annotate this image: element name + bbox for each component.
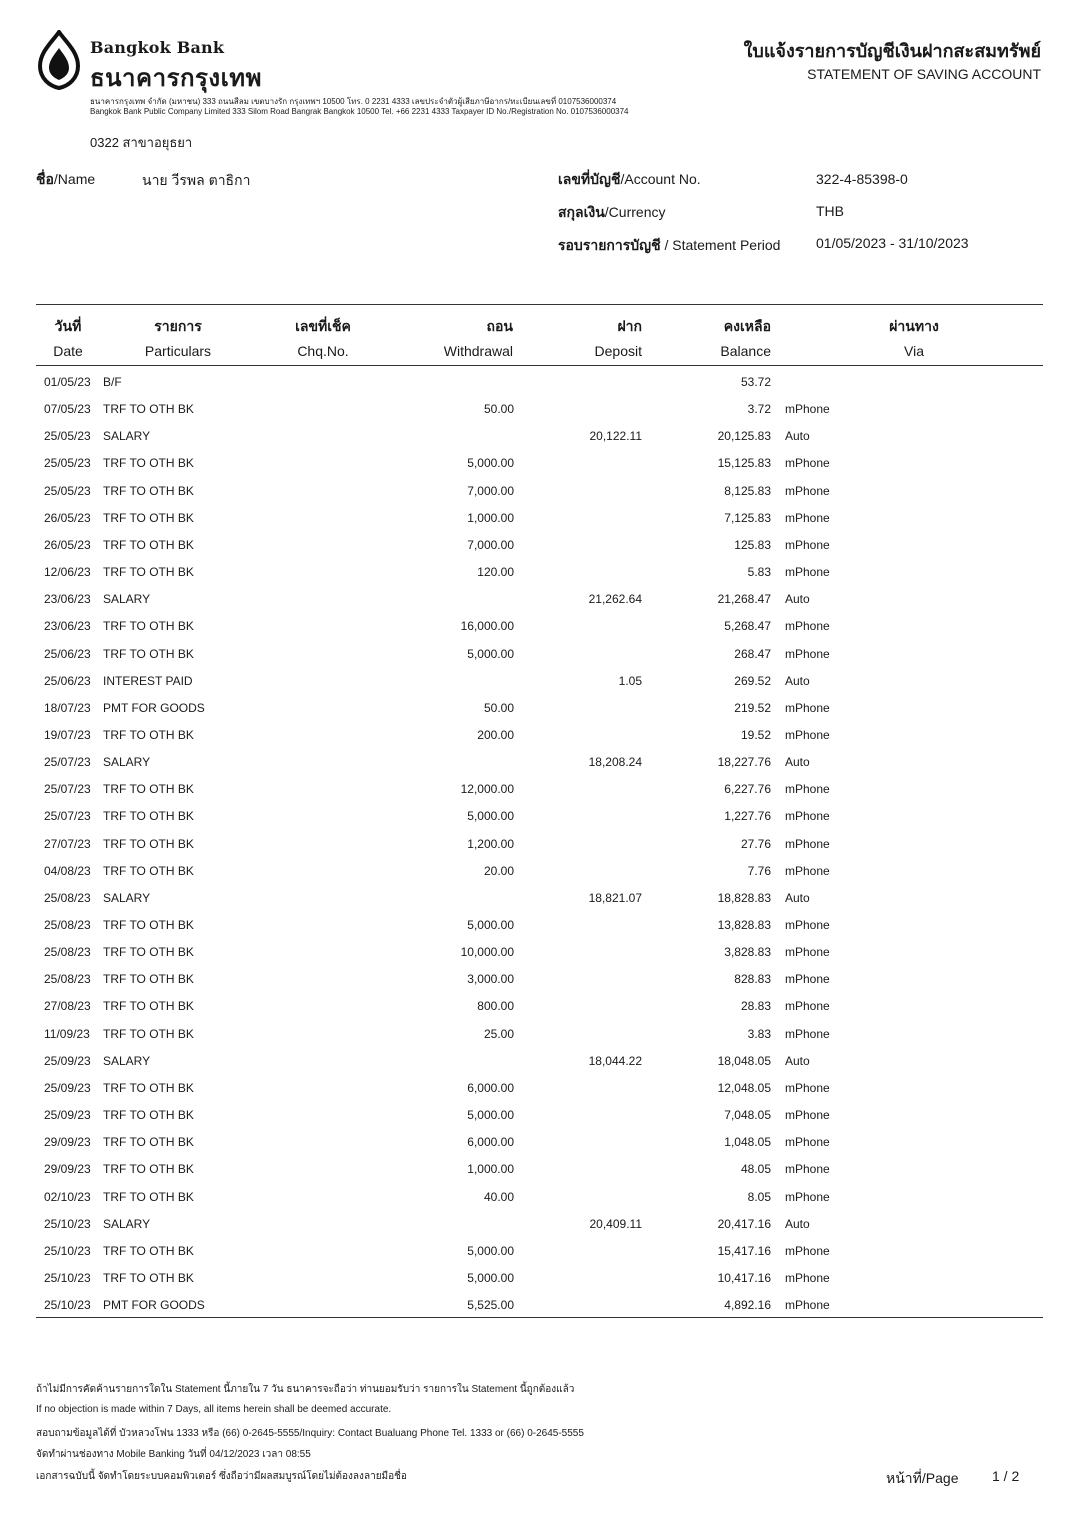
- page-number: 1 / 2: [992, 1468, 1020, 1484]
- statement-period-label: รอบรายการบัญชี / Statement Period: [558, 237, 781, 253]
- row-date: 25/05/23: [44, 429, 91, 444]
- table-row: [0, 728, 1079, 755]
- bank-address-th: ธนาคารกรุงเทพ จำกัด (มหาชน) 333 ถนนสีลม เขตบางรัก กรุงเทพฯ 10500 โทร. 0 2231 4333 เลขประจำตัวผู้เสียภาษีอากร/ทะเบียนเลขที่ 0107536000374: [90, 97, 617, 106]
- row-withdrawal: 1,000.00: [467, 1162, 514, 1177]
- row-date: 25/10/23: [44, 1243, 91, 1258]
- row-withdrawal: 12,000.00: [460, 782, 514, 797]
- row-deposit: 18,208.24: [588, 755, 642, 770]
- row-balance: 6,227.76: [724, 782, 771, 797]
- bank-name-en: Bangkok Bank: [90, 38, 225, 57]
- row-balance: 13,828.83: [717, 918, 771, 932]
- table-top-rule: [36, 304, 1043, 305]
- row-date: 27/07/23: [44, 836, 91, 851]
- row-via: mPhone: [785, 1026, 830, 1041]
- row-via: Auto: [785, 755, 810, 770]
- footer-generated-date: จัดทำผ่านช่องทาง Mobile Banking วันที่ 04/12/2023 เวลา 08:55: [36, 1449, 311, 1460]
- table-header-rule: [36, 365, 1043, 366]
- row-via: mPhone: [785, 809, 830, 824]
- row-via: mPhone: [785, 565, 830, 580]
- row-balance: 5.83: [747, 565, 771, 580]
- footer-objection-th: ถ้าไม่มีการคัดค้านรายการใดใน Statement นี้ภายใน 7 วัน ธนาคารจะถือว่า ท่านยอมรับว่า รายการใน Statement นี้ถูกต้องแล้ว: [36, 1384, 575, 1395]
- row-balance: 21,268.47: [717, 592, 771, 607]
- row-withdrawal: 3,000.00: [467, 972, 514, 987]
- row-particulars: TRF TO OTH BK: [103, 972, 194, 987]
- row-via: Auto: [785, 592, 810, 607]
- table-row: [0, 429, 1079, 456]
- row-withdrawal: 7,000.00: [467, 537, 514, 552]
- row-via: mPhone: [785, 945, 830, 960]
- row-via: mPhone: [785, 972, 830, 987]
- table-row: [0, 782, 1079, 809]
- row-withdrawal: 25.00: [483, 1026, 514, 1041]
- row-via: mPhone: [785, 1108, 830, 1123]
- row-balance: 1,048.05: [724, 1135, 771, 1150]
- row-balance: 8,125.83: [724, 483, 771, 498]
- row-particulars: TRF TO OTH BK: [103, 999, 194, 1014]
- row-balance: 19.52: [740, 727, 771, 742]
- row-date: 25/05/23: [44, 483, 91, 498]
- row-particulars: PMT FOR GOODS: [103, 1298, 205, 1313]
- row-via: mPhone: [785, 863, 830, 878]
- row-date: 27/08/23: [44, 999, 91, 1014]
- row-balance: 7,125.83: [724, 510, 771, 525]
- row-via: mPhone: [785, 999, 830, 1014]
- header-withdrawal-en: Withdrawal: [443, 343, 513, 359]
- row-withdrawal: 6,000.00: [467, 1080, 514, 1095]
- table-row: [0, 1298, 1079, 1325]
- row-particulars: SALARY: [103, 592, 151, 607]
- row-via: mPhone: [785, 646, 830, 661]
- row-balance: 268.47: [734, 646, 771, 661]
- row-withdrawal: 5,000.00: [467, 646, 514, 661]
- row-particulars: B/F: [103, 375, 122, 389]
- row-date: 12/06/23: [44, 565, 91, 580]
- row-via: mPhone: [785, 700, 830, 715]
- row-particulars: TRF TO OTH BK: [103, 619, 194, 634]
- row-via: mPhone: [785, 836, 830, 851]
- table-row: [0, 538, 1079, 565]
- row-balance: 219.52: [734, 700, 771, 715]
- table-row: [0, 701, 1079, 728]
- row-particulars: TRF TO OTH BK: [103, 1080, 194, 1095]
- row-deposit: 18,044.22: [588, 1053, 642, 1068]
- row-date: 25/06/23: [44, 646, 91, 661]
- header-date-en: Date: [53, 343, 83, 359]
- row-date: 18/07/23: [44, 700, 91, 715]
- table-row: [0, 864, 1079, 891]
- bangkok-bank-logo-icon: [36, 30, 82, 90]
- row-date: 29/09/23: [44, 1135, 91, 1150]
- table-row: [0, 1271, 1079, 1298]
- table-row: [0, 972, 1079, 999]
- row-via: Auto: [785, 1216, 810, 1231]
- row-withdrawal: 800.00: [477, 999, 514, 1014]
- row-withdrawal: 16,000.00: [460, 619, 514, 634]
- row-particulars: TRF TO OTH BK: [103, 918, 194, 932]
- row-date: 02/10/23: [44, 1189, 91, 1204]
- table-row: [0, 1081, 1079, 1108]
- row-date: 11/09/23: [44, 1026, 90, 1041]
- row-date: 25/07/23: [44, 809, 91, 824]
- row-withdrawal: 50.00: [483, 402, 514, 417]
- table-row: [0, 592, 1079, 619]
- row-particulars: TRF TO OTH BK: [103, 456, 194, 471]
- customer-name: นาย วีรพล ตาธิกา: [142, 172, 251, 188]
- table-row: [0, 1190, 1079, 1217]
- row-via: Auto: [785, 890, 810, 905]
- row-date: 25/08/23: [44, 945, 91, 960]
- table-row: [0, 456, 1079, 483]
- account-no-label: เลขที่บัญชี/Account No.: [558, 171, 701, 187]
- bank-name-th: ธนาคารกรุงเทพ: [90, 64, 262, 92]
- header-balance-en: Balance: [720, 343, 771, 359]
- row-particulars: TRF TO OTH BK: [103, 1135, 194, 1150]
- row-date: 25/07/23: [44, 782, 91, 797]
- row-date: 04/08/23: [44, 863, 91, 878]
- row-balance: 4,892.16: [724, 1298, 771, 1313]
- header-via-en: Via: [904, 343, 924, 359]
- row-via: mPhone: [785, 537, 830, 552]
- bank-address-en: Bangkok Bank Public Company Limited 333 Silom Road Bangrak Bangkok 10500 Tel. +66 2231 4333 Taxpayer ID No./Registration No. 0107536000374: [90, 107, 629, 116]
- row-balance: 12,048.05: [717, 1080, 771, 1095]
- row-via: mPhone: [785, 619, 830, 634]
- row-balance: 125.83: [734, 537, 771, 552]
- row-balance: 18,227.76: [717, 755, 771, 770]
- row-particulars: TRF TO OTH BK: [103, 1162, 194, 1177]
- row-balance: 7,048.05: [724, 1108, 771, 1123]
- row-particulars: SALARY: [103, 1053, 151, 1068]
- table-row: [0, 674, 1079, 701]
- row-balance: 18,048.05: [717, 1053, 771, 1068]
- row-via: mPhone: [785, 483, 830, 498]
- row-via: mPhone: [785, 918, 830, 932]
- footer-computer-generated-note: เอกสารฉบับนี้ จัดทำโดยระบบคอมพิวเตอร์ ซึ่งถือว่ามีผลสมบูรณ์โดยไม่ต้องลงลายมือชื่อ: [36, 1471, 407, 1482]
- row-date: 25/09/23: [44, 1080, 91, 1095]
- footer-inquiry: สอบถามข้อมูลได้ที่ บัวหลวงโฟน 1333 หรือ (66) 0-2645-5555/Inquiry: Contact Bualuang Phone Tel. 1333 or (66) 0-2645-5555: [36, 1428, 584, 1439]
- row-balance: 15,125.83: [717, 456, 771, 471]
- row-date: 26/05/23: [44, 537, 91, 552]
- row-withdrawal: 50.00: [483, 700, 514, 715]
- table-row: [0, 511, 1079, 538]
- row-particulars: TRF TO OTH BK: [103, 836, 194, 851]
- row-date: 25/09/23: [44, 1053, 91, 1068]
- header-date-th: วันที่: [54, 318, 82, 334]
- row-via: mPhone: [785, 727, 830, 742]
- row-date: 07/05/23: [44, 402, 91, 417]
- row-via: Auto: [785, 1053, 810, 1068]
- row-via: mPhone: [785, 1189, 830, 1204]
- row-particulars: TRF TO OTH BK: [103, 510, 194, 525]
- row-via: mPhone: [785, 1243, 830, 1258]
- row-deposit: 20,122.11: [589, 429, 642, 444]
- row-balance: 269.52: [734, 673, 771, 688]
- row-balance: 20,125.83: [717, 429, 771, 444]
- row-particulars: SALARY: [103, 890, 151, 905]
- row-via: mPhone: [785, 456, 830, 471]
- table-row: [0, 1027, 1079, 1054]
- row-balance: 5,268.47: [724, 619, 771, 634]
- header-chq-th: เลขที่เช็ค: [295, 318, 351, 334]
- row-withdrawal: 200.00: [477, 727, 514, 742]
- row-date: 25/08/23: [44, 918, 91, 932]
- table-row: [0, 755, 1079, 782]
- table-row: [0, 1054, 1079, 1081]
- account-no-value: 322-4-85398-0: [816, 171, 908, 187]
- row-particulars: TRF TO OTH BK: [103, 402, 194, 417]
- footer-objection-en: If no objection is made within 7 Days, all items herein shall be deemed accurate.: [36, 1404, 392, 1415]
- row-date: 25/08/23: [44, 972, 91, 987]
- table-row: [0, 1217, 1079, 1244]
- row-balance: 10,417.16: [717, 1270, 771, 1285]
- row-balance: 3.72: [747, 402, 771, 417]
- row-withdrawal: 120.00: [477, 565, 514, 580]
- row-balance: 15,417.16: [717, 1243, 771, 1258]
- header-deposit-th: ฝาก: [617, 318, 642, 334]
- row-particulars: TRF TO OTH BK: [103, 565, 194, 580]
- row-balance: 27.76: [740, 836, 771, 851]
- row-withdrawal: 5,000.00: [467, 456, 514, 471]
- header-particulars-en: Particulars: [144, 343, 212, 359]
- table-row: [0, 918, 1079, 945]
- row-date: 25/08/23: [44, 890, 91, 905]
- row-via: mPhone: [785, 1135, 830, 1150]
- row-withdrawal: 5,000.00: [467, 1108, 514, 1123]
- statement-period-value: 01/05/2023 - 31/10/2023: [816, 235, 969, 251]
- table-row: [0, 1162, 1079, 1189]
- row-balance: 828.83: [734, 972, 771, 987]
- table-row: [0, 945, 1079, 972]
- row-balance: 7.76: [747, 863, 771, 878]
- table-row: [0, 565, 1079, 592]
- row-via: Auto: [785, 429, 810, 444]
- row-particulars: TRF TO OTH BK: [103, 1243, 194, 1258]
- row-particulars: TRF TO OTH BK: [103, 863, 194, 878]
- row-via: mPhone: [785, 1270, 830, 1285]
- row-balance: 28.83: [740, 999, 771, 1014]
- row-particulars: TRF TO OTH BK: [103, 809, 194, 824]
- row-particulars: TRF TO OTH BK: [103, 1189, 194, 1204]
- row-balance: 48.05: [740, 1162, 771, 1177]
- row-date: 25/10/23: [44, 1270, 91, 1285]
- row-date: 23/06/23: [44, 592, 91, 607]
- header-via-th: ผ่านทาง: [889, 318, 939, 334]
- row-balance: 3.83: [747, 1026, 771, 1041]
- table-row: [0, 1135, 1079, 1162]
- row-date: 25/05/23: [44, 456, 91, 471]
- row-particulars: SALARY: [103, 755, 151, 770]
- row-date: 25/09/23: [44, 1108, 91, 1123]
- table-row: [0, 647, 1079, 674]
- row-withdrawal: 7,000.00: [467, 483, 514, 498]
- row-date: 25/10/23: [44, 1216, 91, 1231]
- row-deposit: 1.05: [618, 673, 642, 688]
- table-row: [0, 375, 1079, 402]
- header-deposit-en: Deposit: [594, 343, 642, 359]
- header-chq-en: Chq.No.: [297, 343, 349, 359]
- row-withdrawal: 5,000.00: [467, 1243, 514, 1258]
- row-withdrawal: 5,525.00: [467, 1298, 514, 1313]
- row-withdrawal: 5,000.00: [467, 809, 514, 824]
- row-withdrawal: 5,000.00: [467, 918, 514, 932]
- row-particulars: TRF TO OTH BK: [103, 483, 194, 498]
- header-withdrawal-th: ถอน: [486, 318, 513, 334]
- row-particulars: SALARY: [103, 1216, 151, 1231]
- row-balance: 20,417.16: [717, 1216, 771, 1231]
- row-via: mPhone: [785, 1162, 830, 1177]
- row-date: 25/06/23: [44, 673, 91, 688]
- currency-value: THB: [816, 203, 844, 219]
- table-row: [0, 1244, 1079, 1271]
- row-balance: 8.05: [747, 1189, 771, 1204]
- table-row: [0, 809, 1079, 836]
- row-via: mPhone: [785, 510, 830, 525]
- row-deposit: 21,262.64: [588, 592, 642, 607]
- branch-label: 0322 สาขาอยุธยา: [90, 135, 193, 150]
- row-particulars: PMT FOR GOODS: [103, 700, 205, 715]
- row-withdrawal: 5,000.00: [467, 1270, 514, 1285]
- table-row: [0, 999, 1079, 1026]
- row-particulars: TRF TO OTH BK: [103, 646, 194, 661]
- row-via: Auto: [785, 673, 810, 688]
- row-deposit: 18,821.07: [588, 890, 642, 905]
- currency-label: สกุลเงิน/Currency: [558, 204, 666, 220]
- header-balance-th: คงเหลือ: [723, 318, 771, 334]
- row-particulars: INTEREST PAID: [103, 673, 193, 688]
- row-particulars: TRF TO OTH BK: [103, 1026, 194, 1041]
- row-balance: 18,828.83: [717, 890, 771, 905]
- row-withdrawal: 10,000.00: [460, 945, 514, 960]
- table-bottom-rule: [36, 1317, 1043, 1318]
- row-date: 25/07/23: [44, 755, 91, 770]
- table-row: [0, 619, 1079, 646]
- row-date: 19/07/23: [44, 727, 91, 742]
- row-via: mPhone: [785, 1080, 830, 1095]
- row-via: mPhone: [785, 1298, 830, 1313]
- row-deposit: 20,409.11: [589, 1216, 642, 1231]
- statement-title-th: ใบแจ้งรายการบัญชีเงินฝากสะสมทรัพย์: [743, 41, 1041, 62]
- row-withdrawal: 40.00: [483, 1189, 514, 1204]
- table-row: [0, 1108, 1079, 1135]
- row-date: 23/06/23: [44, 619, 91, 634]
- row-particulars: TRF TO OTH BK: [103, 1270, 194, 1285]
- row-withdrawal: 6,000.00: [467, 1135, 514, 1150]
- row-withdrawal: 1,000.00: [467, 510, 514, 525]
- row-balance: 53.72: [740, 375, 771, 389]
- name-label: ชื่อ/Name: [36, 171, 96, 187]
- row-date: 29/09/23: [44, 1162, 91, 1177]
- table-row: [0, 402, 1079, 429]
- table-row: [0, 484, 1079, 511]
- row-balance: 1,227.76: [724, 809, 771, 824]
- row-via: mPhone: [785, 782, 830, 797]
- row-particulars: TRF TO OTH BK: [103, 1108, 194, 1123]
- header-particulars-th: รายการ: [154, 318, 202, 334]
- statement-title-en: STATEMENT OF SAVING ACCOUNT: [807, 66, 1041, 82]
- table-row: [0, 891, 1079, 918]
- table-row: [0, 837, 1079, 864]
- row-date: 25/10/23: [44, 1298, 91, 1313]
- row-particulars: SALARY: [103, 429, 151, 444]
- row-particulars: TRF TO OTH BK: [103, 537, 194, 552]
- row-particulars: TRF TO OTH BK: [103, 945, 194, 960]
- row-withdrawal: 1,200.00: [467, 836, 514, 851]
- row-particulars: TRF TO OTH BK: [103, 727, 194, 742]
- row-particulars: TRF TO OTH BK: [103, 782, 194, 797]
- row-balance: 3,828.83: [724, 945, 771, 960]
- page-label: หน้าที่/Page: [886, 1470, 959, 1486]
- row-date: 26/05/23: [44, 510, 91, 525]
- row-withdrawal: 20.00: [483, 863, 514, 878]
- row-date: 01/05/23: [44, 375, 91, 389]
- row-via: mPhone: [785, 402, 830, 417]
